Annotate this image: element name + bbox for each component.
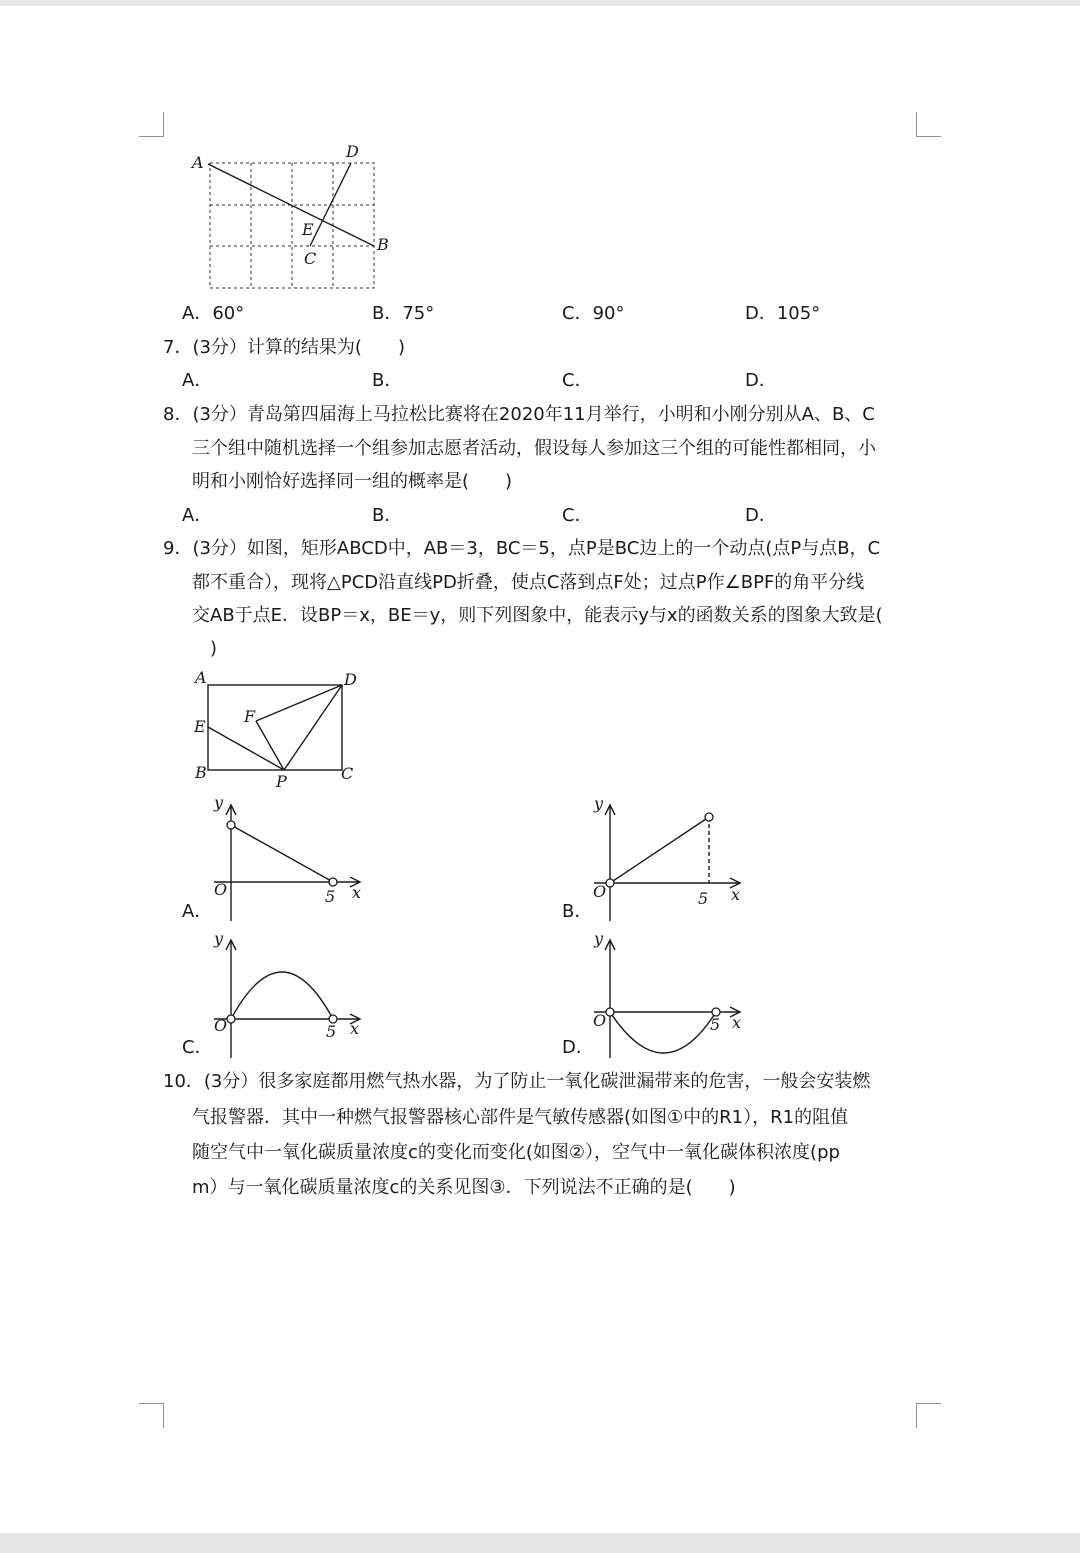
q7-question: 7．(3分）计算的结果为( ) [163,337,405,358]
q6-label-a: A [192,153,204,172]
q9-graph-b [580,795,750,925]
q10-line-4: m）与一氧化碳质量浓度c的关系见图③．下列说法不正确的是( ) [192,1177,736,1198]
q9-line-4: ) [210,638,218,659]
graph-d-tick-5: 5 [710,1015,721,1034]
graph-b-origin-label: O [593,882,607,901]
q10-line-3: 随空气中一氧化碳质量浓度c的变化而变化(如图②），空气中一氧化碳体积浓度(pp [192,1142,840,1163]
q9-option-a: A． [182,901,213,922]
graph-a-tick-5: 5 [325,887,336,906]
graph-a-y-label: y [214,793,224,812]
q8-option-a: A． [182,505,213,526]
graph-c-tick-5: 5 [326,1022,337,1041]
q8-option-d: D． [745,505,777,526]
graph-b-x-label: x [731,885,741,904]
graph-c-origin-label: O [214,1016,228,1035]
graph-b-tick-5: 5 [698,889,709,908]
q9-label-d: D [344,670,357,689]
q9-label-b: B [195,763,207,782]
q7-option-c: C． [562,370,593,391]
q9-label-f: F [244,707,256,726]
q6-label-c: C [304,249,317,268]
q10-line-2: 气报警器．其中一种燃气报警器核心部件是气敏传感器(如图①中的R1），R1的阻值 [192,1107,849,1128]
q6-label-b: B [377,235,389,254]
q9-graph-c [200,930,370,1060]
bottom-edge [0,1533,1080,1553]
q9-option-c: C． [182,1037,213,1058]
q8-line-2: 三个组中随机选择一个组参加志愿者活动，假设每人参加这三个组的可能性都相同，小 [192,438,876,459]
q9-graph-d [580,930,750,1060]
q9-option-b: B． [562,901,593,922]
q6-option-c: C．90° [562,303,625,324]
q8-option-b: B． [372,505,403,526]
graph-a-x-label: x [352,883,362,902]
q9-line-2: 都不重合），现将△PCD沿直线PD折叠，使点C落到点F处；过点P作∠BPF的角平分线 [192,572,865,593]
q7-option-d: D． [745,370,777,391]
q9-graph-a [200,795,370,925]
crop-mark-top-right [916,112,941,137]
q9-line-3: 交AB于点E．设BP＝x，BE＝y，则下列图象中，能表示y与x的函数关系的图象大致是( [192,605,883,626]
q7-option-b: B． [372,370,403,391]
q9-label-e: E [194,717,206,736]
q6-label-e: E [302,220,314,239]
q6-option-b: B．75° [372,303,435,324]
graph-c-y-label: y [214,929,224,948]
q9-line-1: 9．(3分）如图，矩形ABCD中，AB＝3，BC＝5，点P是BC边上的一个动点(点P与点B，C [163,538,881,559]
graph-b-y-label: y [594,794,604,813]
q7-option-a: A． [182,370,213,391]
graph-c-x-label: x [350,1019,360,1038]
q9-label-a: A [195,668,207,687]
q9-label-c: C [341,764,354,783]
q6-grid-figure [180,140,400,300]
graph-a-origin-label: O [214,880,228,899]
q10-line-1: 10．(3分）很多家庭都用燃气热水器，为了防止一氧化碳泄漏带来的危害，一般会安装燃 [163,1071,871,1092]
crop-mark-bottom-right [916,1403,941,1428]
graph-d-x-label: x [732,1013,742,1032]
q9-rectangle-figure [185,665,375,795]
graph-d-origin-label: O [593,1011,607,1030]
q9-option-d: D． [562,1037,594,1058]
q8-line-1: 8．(3分）青岛第四届海上马拉松比赛将在2020年11月举行，小明和小刚分别从A、B、C [163,404,875,425]
crop-mark-top-left [139,112,164,137]
top-edge [0,0,1080,6]
q9-label-p: P [276,772,287,791]
q6-option-d: D．105° [745,303,821,324]
q8-line-3: 明和小刚恰好选择同一组的概率是( ) [192,471,513,492]
q8-option-c: C． [562,505,593,526]
q6-option-a: A．60° [182,303,245,324]
crop-mark-bottom-left [139,1403,164,1428]
graph-d-y-label: y [594,929,604,948]
q6-label-d: D [346,142,359,161]
